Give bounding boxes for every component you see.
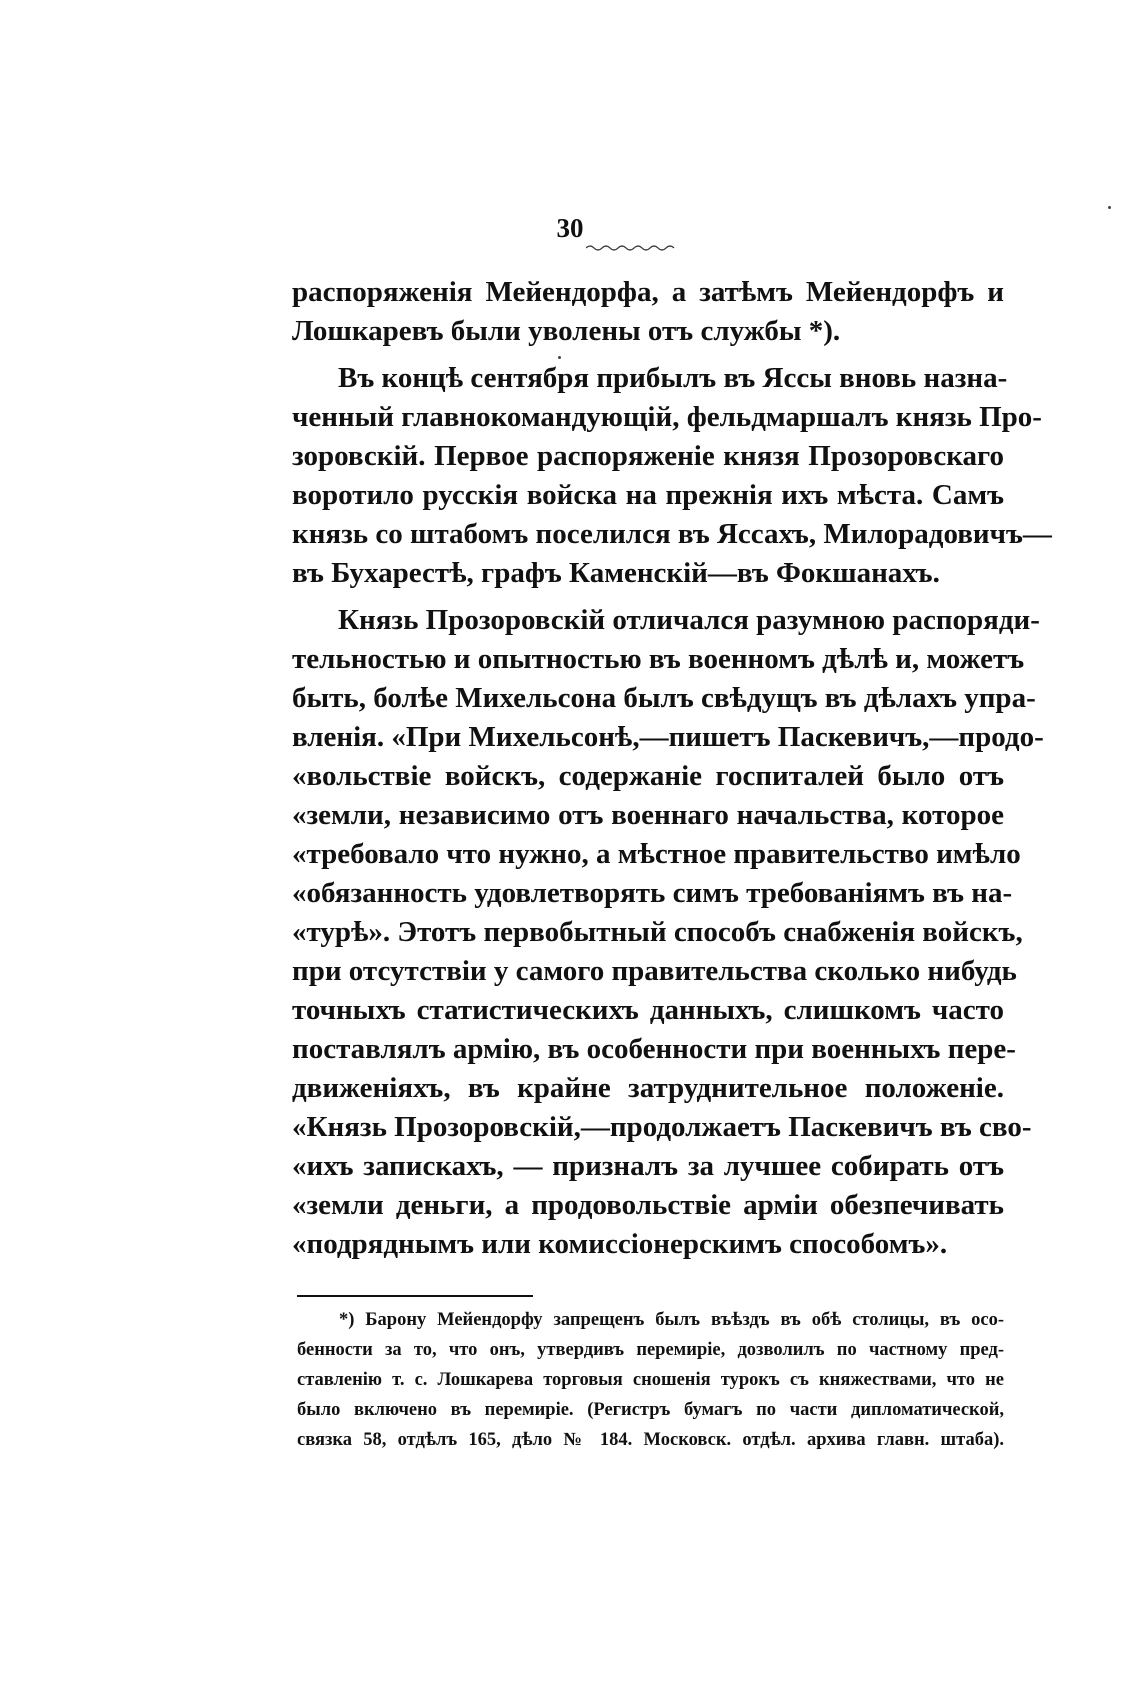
text-line: распоряженія Мейендорфа, а затѣмъ Мейендорфъ и bbox=[292, 276, 1004, 308]
text-line: Князь Прозоровскій отличался разумною распоряди- bbox=[338, 604, 1040, 636]
text-line: «обязанность удовлетворять симъ требованіямъ въ на- bbox=[292, 877, 1013, 909]
text-line: тельностью и опытностью въ военномъ дѣлѣ и, можетъ bbox=[292, 643, 1025, 675]
footnote-divider bbox=[297, 1295, 533, 1297]
text-line: при отсутствіи у самого правительства сколько нибудь bbox=[292, 955, 1017, 987]
text-line: «вольствіе войскъ, содержаніе госпиталей было отъ bbox=[292, 760, 1004, 792]
text-line: движеніяхъ, въ крайне затруднительное положеніе. bbox=[292, 1072, 1004, 1104]
text-line: зоровскій. Первое распоряженіе князя Прозоровскаго bbox=[292, 440, 1004, 472]
scan-speck bbox=[1108, 206, 1111, 209]
text-line: «Князь Прозоровскій,—продолжаетъ Паскевичъ въ сво- bbox=[292, 1111, 1032, 1143]
page-number: 30 bbox=[556, 213, 584, 243]
text-line: «турѣ». Этотъ первобытный способъ снабженія войскъ, bbox=[292, 916, 1023, 948]
text-line: ченный главнокомандующій, фельдмаршалъ князь Про- bbox=[292, 401, 1042, 433]
footnote-line: *) Барону Мейендорфу запрещенъ былъ въѣздъ въ обѣ столицы, въ осо- bbox=[339, 1310, 1004, 1330]
text-line: «земли деньги, а продовольствіе арміи обезпечивать bbox=[292, 1189, 1004, 1221]
text-line: «земли, независимо отъ военнаго начальства, которое bbox=[292, 799, 1004, 831]
footnote bbox=[297, 1305, 1004, 1455]
text-line: князь со штабомъ поселился въ Яссахъ, Милорадовичъ— bbox=[292, 518, 1052, 550]
text-line: воротило русскія войска на прежнія ихъ мѣста. Самъ bbox=[292, 479, 1004, 511]
text-line: въ Бухарестѣ, графъ Каменскій—въ Фокшанахъ. bbox=[292, 557, 940, 589]
paragraph-2 bbox=[292, 359, 1052, 593]
text-line: поставлялъ армію, въ особенности при военныхъ пере- bbox=[292, 1033, 1016, 1065]
text-line: точныхъ статистическихъ данныхъ, слишкомъ часто bbox=[292, 994, 1004, 1026]
paragraph-1 bbox=[292, 273, 1004, 351]
footnote-line: ставленію т. с. Лошкарева торговыя сношенія турокъ съ княжествами, что не bbox=[297, 1370, 1004, 1390]
page-number-ornament bbox=[586, 243, 678, 251]
footnote-line: бенности за то, что онъ, утвердивъ перемиріе, дозволилъ по частному пред- bbox=[297, 1340, 1004, 1360]
text-line: быть, болѣе Михельсона былъ свѣдущъ въ дѣлахъ упра- bbox=[292, 682, 1036, 714]
text-line: Въ концѣ сентября прибылъ въ Яссы вновь назна- bbox=[338, 362, 1008, 394]
text-line: Лошкаревъ были уволены отъ службы *). bbox=[292, 315, 841, 347]
main-text bbox=[292, 273, 1052, 1264]
text-line: «ихъ запискахъ, — призналъ за лучшее собирать отъ bbox=[292, 1150, 1004, 1182]
paragraph-3 bbox=[292, 601, 1044, 1264]
text-line: «требовало что нужно, а мѣстное правительство имѣло bbox=[292, 838, 1021, 870]
footnote-line: было включено въ перемиріе. (Регистръ бумагъ по части дипломатической, bbox=[297, 1400, 1004, 1420]
footnote-line: связка 58, отдѣлъ 165, дѣло № 184. Московск. отдѣл. архива главн. штаба). bbox=[297, 1430, 1004, 1450]
scan-speck bbox=[558, 356, 561, 359]
text-line: вленія. «При Михельсонѣ,—пишетъ Паскевичъ,—продо- bbox=[292, 721, 1044, 753]
text-line: «подряднымъ или комиссіонерскимъ способомъ». bbox=[292, 1228, 948, 1260]
